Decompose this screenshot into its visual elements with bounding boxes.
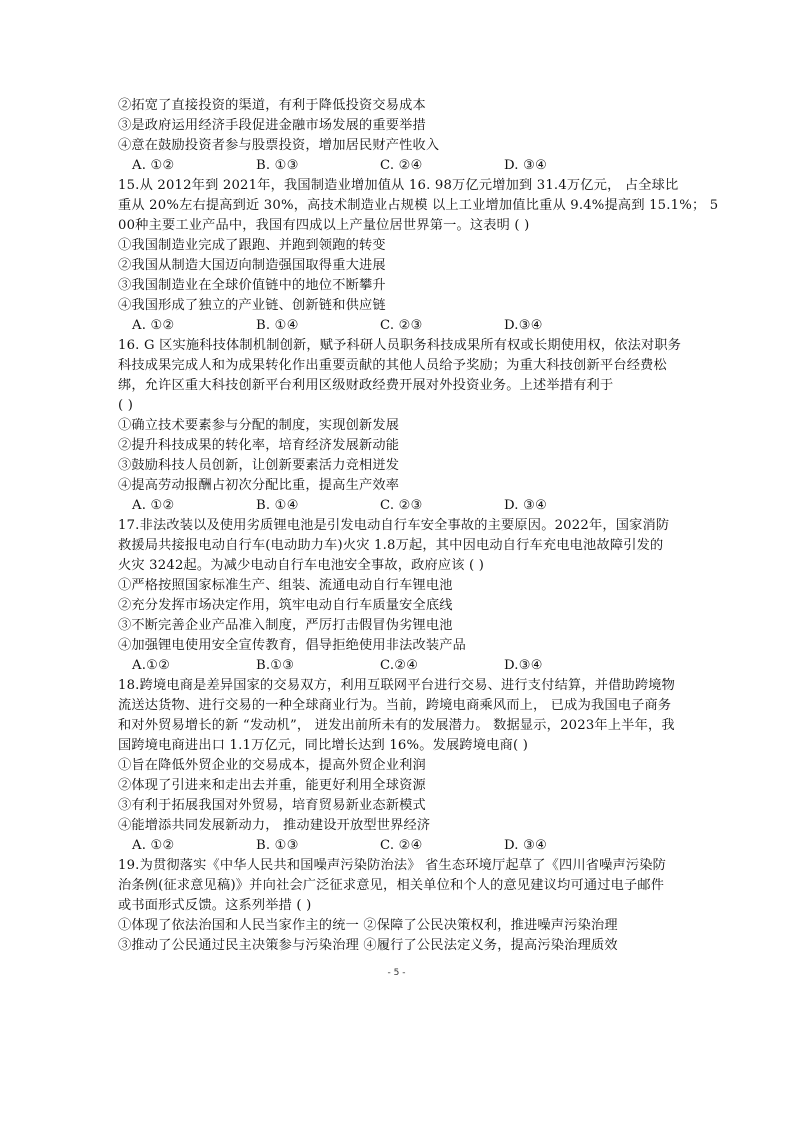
q18-item-3: ③有利于拓展我国对外贸易，培育贸易新业态新模式 [118,798,426,813]
q17-option-c: C.②④ [380,658,419,673]
q18-stem-line-2: 流送达货物、进行交易的一种全球商业行为。当前，跨境电商乘风而上， 已成为我国电子商务 [118,698,672,713]
q15-stem-line-1: 15.从 2012年到 2021年，我国制造业增加值从 16. 98万亿元增加到 31.4万亿元， 占全球比 [118,178,679,193]
q15-item-3: ③我国制造业在全球价值链中的地位不断攀升 [118,278,386,293]
q16-answer-blank: ( ) [118,398,134,413]
q18-option-d: D. ③④ [504,838,548,853]
q16-stem-line-2: 科技成果完成人和为成果转化作出重要贡献的其他人员给予奖励；为重大科技创新平台经费松 [118,358,667,373]
q14-option-c: C. ②④ [380,158,423,173]
q15-item-4: ④我国形成了独立的产业链、创新链和供应链 [118,298,386,313]
q19-stem-line-3: 或书面形式反馈。这系列举措 ( ) [118,898,312,913]
q19-stem-line-2: 治条例(征求意见稿)》并向社会广泛征求意见，相关单位和个人的意见建议均可通过电子邮件 [118,878,665,893]
q15-stem-line-3: 00种主要工业产品中，我国有四成以上产量位居世界第一。这表明 ( ) [118,218,530,233]
q17-item-4: ④加强锂电使用安全宣传教育，倡导拒绝使用非法改装产品 [118,638,467,653]
q16-option-c: C. ②③ [380,498,423,513]
q14-item-3: ③是政府运用经济手段促进金融市场发展的重要举措 [118,118,426,133]
q17-stem-line-1: 17.非法改装以及使用劣质锂电池是引发电动自行车安全事故的主要原因。2022年，国家消防 [118,518,670,533]
q15-option-c: C. ②③ [380,318,423,333]
q18-item-1: ①旨在降低外贸企业的交易成本，提高外贸企业利润 [118,758,426,773]
q15-option-b: B. ①④ [256,318,299,333]
q15-stem-line-2: 重从 20%左右提高到近 30%，高技术制造业占规模 以上工业增加值比重从 9.4%提高到 15.1%； 5 [118,198,719,213]
q17-option-b: B.①③ [256,658,295,673]
q15-item-1: ①我国制造业完成了跟跑、并跑到领跑的转变 [118,238,386,253]
q17-options [118,656,708,676]
q15-item-2: ②我国从制造大国迈向制造强国取得重大进展 [118,258,386,273]
q18-stem-line-4: 国跨境电商进出口 1.1万亿元，同比增长达到 16%。发展跨境电商( ) [118,738,529,753]
q18-options [118,836,708,856]
q18-stem-line-3: 和对外贸易增长的新 “发动机”， 迸发出前所未有的发展潜力。 数据显示，2023年上半年，我 [118,718,675,733]
q16-item-3: ③鼓励科技人员创新，让创新要素活力竞相迸发 [118,458,400,473]
q16-options [118,496,708,516]
q16-item-2: ②提升科技成果的转化率，培育经济发展新动能 [118,438,400,453]
q15-option-d: D.③④ [504,318,543,333]
question-18 [118,676,708,856]
q16-item-1: ①确立技术要素参与分配的制度，实现创新发展 [118,418,400,433]
q14-option-b: B. ①③ [256,158,299,173]
q16-option-d: D. ③④ [504,498,548,513]
q18-option-b: B. ①③ [256,838,299,853]
q14-item-2: ②拓宽了直接投资的渠道，有利于降低投资交易成本 [118,98,426,113]
page-number: - 5 - [387,968,406,978]
q19-items-row-2: ③推动了公民通过民主决策参与污染治理 ④履行了公民法定义务，提高污染治理质效 [118,938,618,953]
q17-option-a: A.①② [132,658,171,673]
q16-item-4: ④提高劳动报酬占初次分配比重，提高生产效率 [118,478,400,493]
q19-items-row-1: ①体现了依法治国和人民当家作主的统一 ②保障了公民决策权利，推进噪声污染治理 [118,918,618,933]
q14-item-4: ④意在鼓励投资者参与股票投资，增加居民财产性收入 [118,138,440,153]
question-15 [118,176,719,336]
q17-item-2: ②充分发挥市场决定作用，筑牢电动自行车质量安全底线 [118,598,453,613]
q14-options [118,156,708,176]
q17-stem-line-2: 救援局共接报电动自行车(电动助力车)火灾 1.8万起，其中因电动自行车充电电池故障引发的 [118,538,664,553]
question-19 [118,856,708,956]
q17-stem-line-3: 火灾 3242起。为减少电动自行车电池安全事故，政府应该 ( ) [118,558,485,573]
q15-option-a: A. ①② [132,318,175,333]
q16-stem-line-1: 16. G 区实施科技体制机制创新，赋予科研人员职务科技成果所有权或长期使用权，依法对职务 [118,338,682,353]
q18-option-c: C. ②④ [380,838,423,853]
q19-stem-line-1: 19.为贯彻落实《中华人民共和国噪声污染防治法》 省生态环境厅起草了《四川省噪声污染防 [118,858,667,873]
q18-item-2: ②体现了引进来和走出去并重，能更好利用全球资源 [118,778,426,793]
q14-option-a: A. ①② [132,158,175,173]
question-14 [118,96,708,176]
q17-item-3: ③不断完善企业产品准入制度，严厉打击假冒伪劣锂电池 [118,618,453,633]
q16-stem-line-3: 绑，允许区重大科技创新平台利用区级财政经费开展对外投资业务。上述举措有利于 [118,378,614,393]
question-17 [118,516,708,676]
q16-option-b: B. ①④ [256,498,299,513]
page-content [118,96,719,956]
q15-options [118,316,708,336]
q14-option-d: D. ③④ [504,158,548,173]
q18-item-4: ④能增添共同发展新动力， 推动建设开放型世界经济 [118,818,431,833]
q16-option-a: A. ①② [132,498,175,513]
question-16 [118,336,708,516]
q17-option-d: D.③④ [504,658,543,673]
q18-stem-line-1: 18.跨境电商是差异国家的交易双方，利用互联网平台进行交易、进行支付结算，并借助跨境物 [118,678,676,693]
q17-item-1: ①严格按照国家标准生产、组装、流通电动自行车锂电池 [118,578,453,593]
q18-option-a: A. ①② [132,838,175,853]
